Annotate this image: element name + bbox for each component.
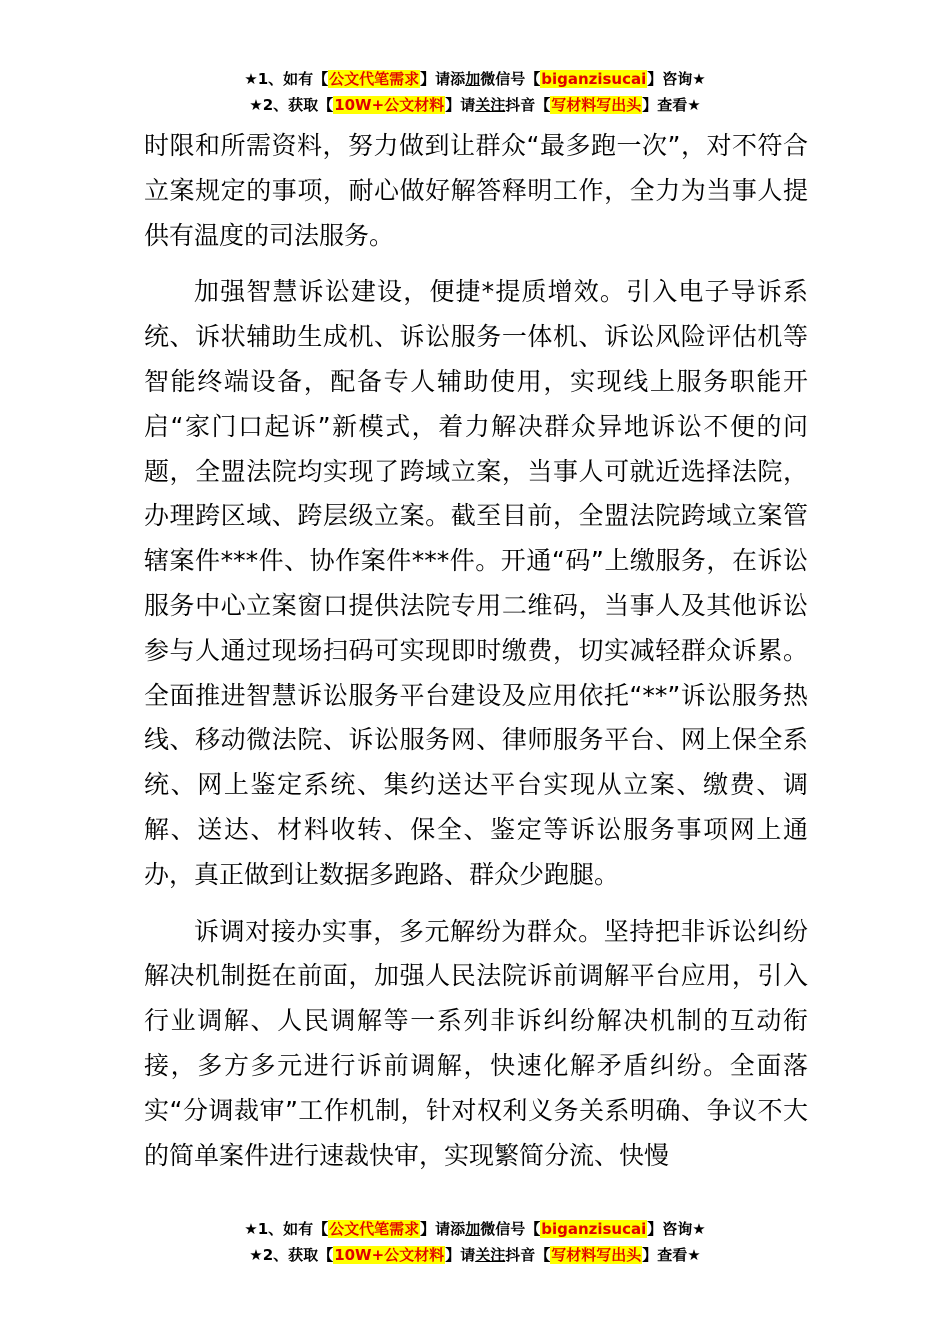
banner-text: ★2、获取【 — [249, 1246, 334, 1264]
banner-text: ★1、如有【 — [244, 1220, 329, 1238]
banner-text: 微信号【 — [480, 70, 541, 88]
highlight-text: 公文代笔需求 — [329, 70, 420, 88]
banner-text: 抖音【 — [505, 1246, 551, 1264]
highlight-text: 写材料写出头 — [551, 96, 642, 114]
banner-text: 】咨询★ — [647, 1220, 706, 1238]
underlined-text: 加 — [465, 70, 481, 88]
banner-text: 】请 — [445, 1246, 476, 1264]
paragraph-smart-litigation: 加强智慧诉讼建设，便捷*提质增效。引入电子导诉系统、诉状辅助生成机、诉讼服务一体机、诉讼风险评估机等智能终端设备，配备专人辅助使用，实现线上服务职能开启“家门口起诉”新模式，着力解决群众异地诉讼不便的问题，全盟法院均实现了跨域立案，当事人可就近选择法院，办理跨区域、跨层级立案。截至目前，全盟法院跨域立案管辖案件***件、协作案件***件。开通“码”上缴服务，在诉讼服务中心立案窗口提供法院专用二维码，当事人及其他诉讼参与人通过现场扫码可实现即时缴费，切实减轻群众诉累。全面推进智慧诉讼服务平台建设及应用依托“**”诉讼服务热线、移动微法院、诉讼服务网、律师服务平台、网上保全系统、网上鉴定系统、集约送达平台实现从立案、缴费、调解、送达、材料收转、保全、鉴定等诉讼服务事项网上通办，真正做到让数据多跑路、群众少跑腿。 — [144, 277, 808, 889]
banner-text: 】查看★ — [642, 96, 701, 114]
underlined-text: 加 — [465, 1220, 481, 1238]
underlined-text: 关注 — [475, 1246, 506, 1264]
header-banner — [0, 66, 950, 118]
footer-banner — [0, 1216, 950, 1268]
highlight-text: 写材料写出头 — [551, 1246, 642, 1264]
banner-text: 抖音【 — [505, 96, 551, 114]
banner-line-1 — [0, 1216, 950, 1242]
banner-text: ★2、获取【 — [249, 96, 334, 114]
highlight-text: 10W+公文材料 — [334, 96, 445, 114]
highlight-text: 公文代笔需求 — [329, 1220, 420, 1238]
banner-text: 】请添 — [420, 70, 466, 88]
banner-line-2 — [0, 1242, 950, 1268]
highlight-text: biganzisucai — [541, 1220, 647, 1238]
banner-text: ★1、如有【 — [244, 70, 329, 88]
banner-text: 微信号【 — [480, 1220, 541, 1238]
paragraph-mediation: 诉调对接办实事，多元解纷为群众。坚持把非诉讼纠纷解决机制挺在前面，加强人民法院诉前调解平台应用，引入行业调解、人民调解等一系列非诉纠纷解决机制的互动衔接，多方多元进行诉前调解，快速化解矛盾纠纷。全面落实“分调裁审”工作机制，针对权利义务关系明确、争议不大的简单案件进行速裁快审，实现繁简分流、快慢 — [144, 916, 808, 1170]
highlight-text: 10W+公文材料 — [334, 1246, 445, 1264]
banner-text: 】请添 — [420, 1220, 466, 1238]
banner-text: 】咨询★ — [647, 70, 706, 88]
paragraph-continued: 时限和所需资料，努力做到让群众“最多跑一次”，对不符合立案规定的事项，耐心做好解答释明工作，全力为当事人提供有温度的司法服务。 — [144, 131, 808, 250]
highlight-text: biganzisucai — [541, 70, 647, 88]
document-body — [144, 124, 808, 1178]
underlined-text: 关注 — [475, 96, 506, 114]
banner-text: 】请 — [445, 96, 476, 114]
banner-line-2 — [0, 92, 950, 118]
banner-line-1 — [0, 66, 950, 92]
banner-text: 】查看★ — [642, 1246, 701, 1264]
